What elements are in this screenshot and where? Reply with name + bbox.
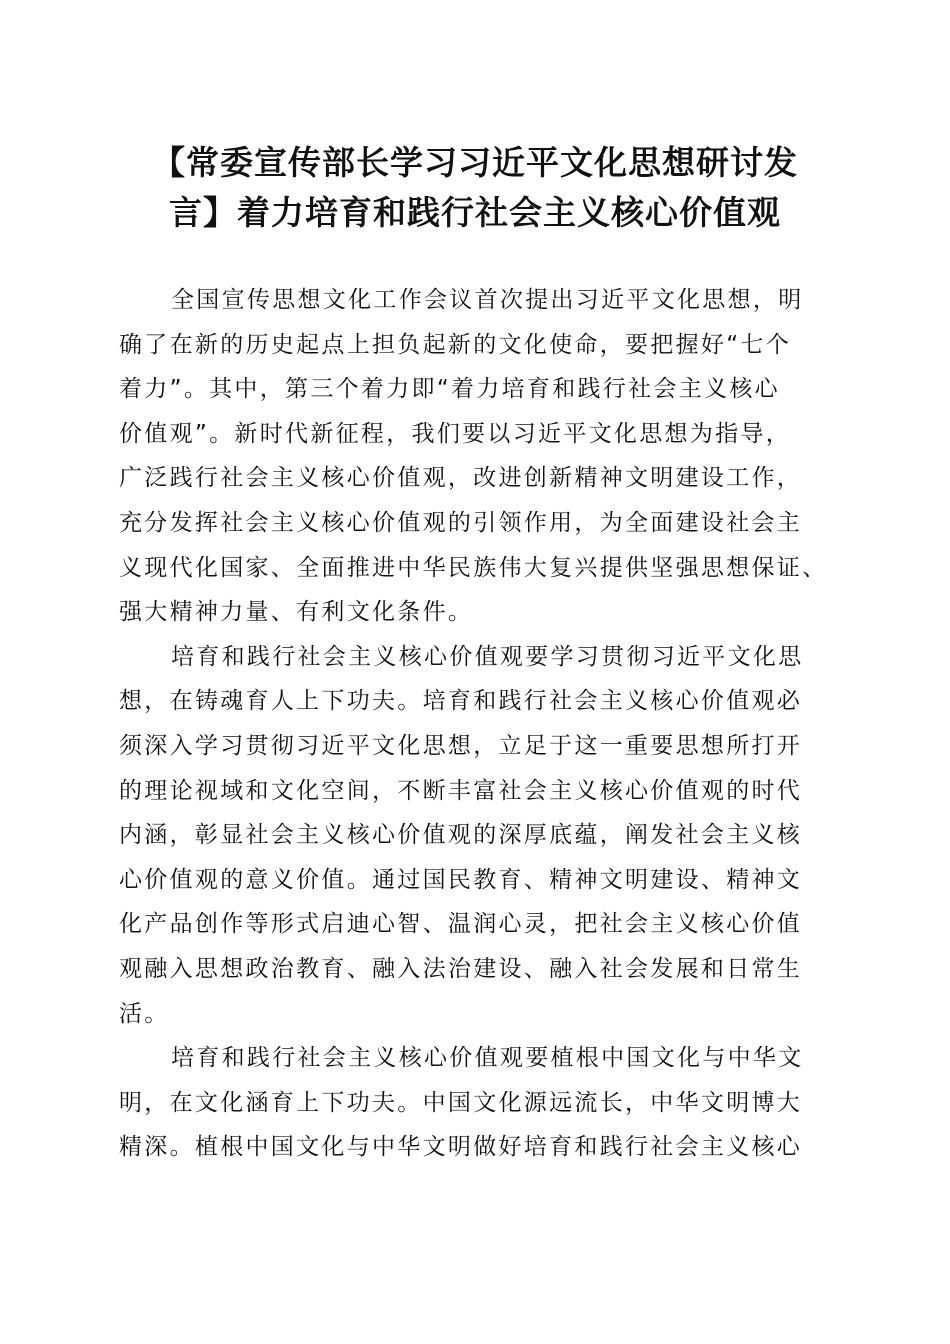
- text-line: 化产品创作等形式启迪心智、温润心灵，把社会主义核心价值: [119, 911, 803, 938]
- text-line: 全国宣传思想文化工作会议首次提出习近平文化思想，明: [171, 287, 804, 313]
- text-line: 想，在铸魂育人上下功夫。培育和践行社会主义核心价值观必: [119, 688, 803, 715]
- text-line: 充分发挥社会主义核心价值观的引领作用，为全面建设社会主: [119, 509, 803, 536]
- text-line: 培育和践行社会主义核心价值观要植根中国文化与中华文: [171, 1045, 804, 1072]
- text-line: 活。: [119, 1000, 170, 1027]
- text-line: 义现代化国家、全面推进中华民族伟大复兴提供坚强思想保证、: [119, 554, 828, 581]
- paragraph-3: [119, 1036, 839, 1170]
- document-body: [119, 278, 839, 1170]
- text-line: 培育和践行社会主义核心价值观要学习贯彻习近平文化思: [171, 643, 804, 670]
- paragraph-1: [119, 278, 839, 635]
- title-line: 【常委宣传部长学习习近平文化思想研讨发: [152, 143, 798, 182]
- title-line: 言】着力培育和践行社会主义核心价值观: [169, 193, 781, 232]
- text-line: 价值观”。新时代新征程，我们要以习近平文化思想为指导，: [119, 420, 792, 447]
- text-line: 确了在新的历史起点上担负起新的文化使命，要把握好“七个: [119, 331, 792, 358]
- paragraph-2: [119, 635, 839, 1036]
- text-line: 须深入学习贯彻习近平文化思想，立足于这一重要思想所打开: [119, 732, 803, 759]
- text-line: 精深。植根中国文化与中华文明做好培育和践行社会主义核心: [119, 1134, 803, 1161]
- text-line: 观融入思想政治教育、融入法治建设、融入社会发展和日常生: [119, 955, 803, 982]
- text-line: 心价值观的意义价值。通过国民教育、精神文明建设、精神文: [119, 866, 803, 893]
- document-title: [110, 138, 840, 238]
- text-line: 的理论视域和文化空间，不断丰富社会主义核心价值观的时代: [119, 777, 803, 804]
- text-line: 着力”。其中，第三个着力即“着力培育和践行社会主义核心: [119, 376, 780, 403]
- text-line: 广泛践行社会主义核心价值观，改进创新精神文明建设工作，: [119, 465, 803, 492]
- text-line: 明，在文化涵育上下功夫。中国文化源远流长，中华文明博大: [119, 1089, 803, 1116]
- text-line: 内涵，彰显社会主义核心价值观的深厚底蕴，阐发社会主义核: [119, 822, 803, 849]
- text-line: 强大精神力量、有利文化条件。: [119, 599, 474, 626]
